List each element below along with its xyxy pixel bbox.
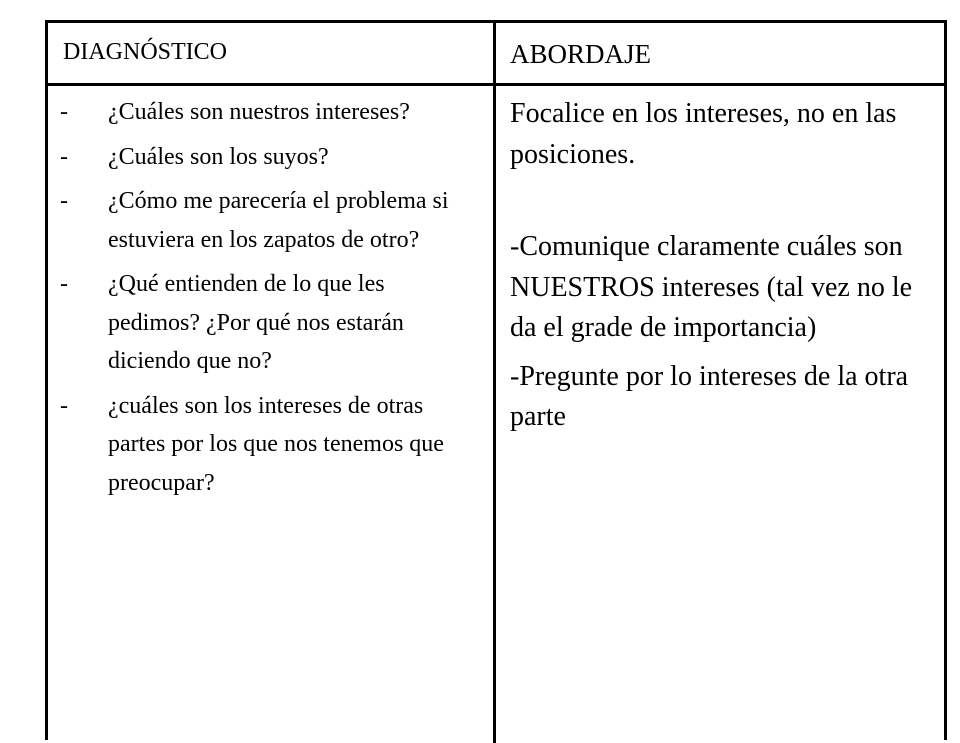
- dash-bullet: -: [60, 188, 68, 214]
- list-item-text: ¿Cuáles son nuestros intereses?: [108, 99, 410, 125]
- abordaje-paragraph: -Comunique claramente cuáles son NUESTROS intereses (tal vez no le da el grade de importancia): [510, 231, 913, 343]
- header-diagnostico: DIAGNÓSTICO: [63, 39, 227, 65]
- list-item: [60, 138, 480, 177]
- abordaje-paragraph: -Pregunte por lo intereses de la otra parte: [510, 360, 909, 432]
- abordaje-column: [510, 94, 940, 438]
- list-item-text: ¿cuáles son los intereses de otras partes por los que nos tenemos que preocupar?: [108, 392, 444, 496]
- dash-bullet: -: [60, 392, 68, 419]
- list-item: [60, 93, 480, 132]
- list-item: [60, 265, 480, 381]
- dash-bullet: -: [60, 143, 68, 170]
- abordaje-paragraph: Focalice en los intereses, no en las posiciones.: [510, 98, 897, 170]
- list-item-text: ¿Cuáles son los suyos?: [108, 143, 329, 170]
- diagnostico-list: [60, 93, 480, 508]
- header-abordaje: ABORDAJE: [510, 39, 652, 69]
- list-item-text: ¿Qué entienden de lo que les pedimos? ¿Por qué nos estarán diciendo que no?: [108, 271, 404, 374]
- list-item: [60, 182, 480, 259]
- dash-bullet: -: [60, 99, 68, 125]
- list-item-text: ¿Cómo me parecería el problema si estuviera en los zapatos de otro?: [108, 188, 449, 253]
- column-divider: [493, 23, 496, 743]
- comparison-table: [45, 20, 947, 740]
- dash-bullet: -: [60, 271, 68, 297]
- header-row-divider: [48, 83, 944, 86]
- list-item: [60, 387, 480, 503]
